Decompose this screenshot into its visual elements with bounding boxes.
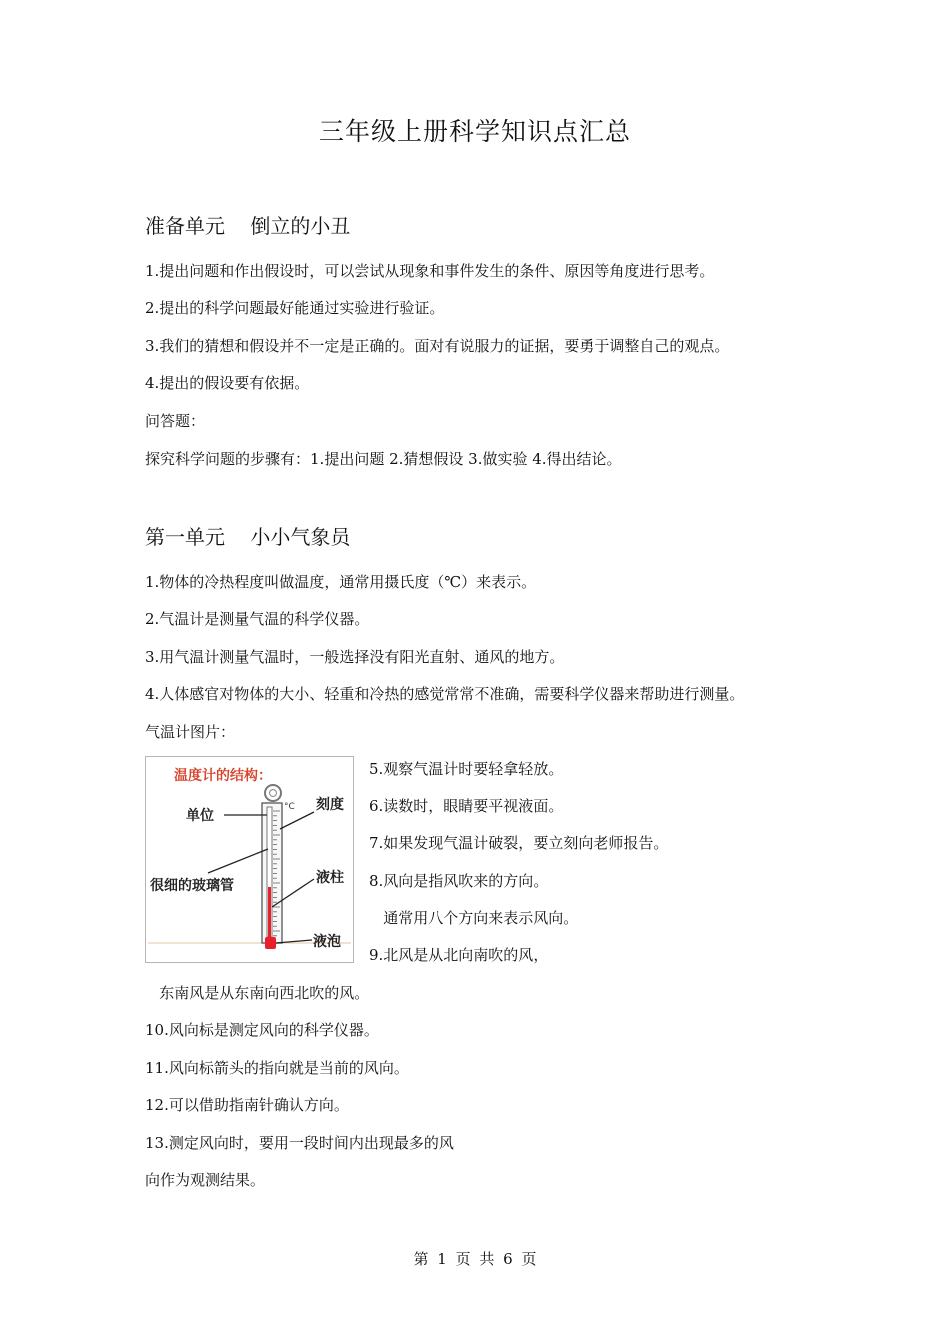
page-title: 三年级上册科学知识点汇总	[318, 117, 631, 146]
label-tube: 很细的玻璃管	[150, 878, 234, 894]
section-heading-unit-one: 第一单元 小小气象员	[145, 525, 351, 549]
list-item: 2.气温计是测量气温的科学仪器。	[145, 610, 370, 628]
figure-caption: 气温计图片：	[145, 723, 236, 741]
label-column: 液柱	[316, 870, 344, 886]
list-item: 向作为观测结果。	[145, 1171, 266, 1189]
list-item: 1.提出问题和作出假设时，可以尝试从现象和事件发生的条件、原因等角度进行思考。	[145, 262, 715, 280]
list-item: 13.测定风向时，要用一段时间内出现最多的风	[145, 1134, 454, 1152]
label-bulb: 液泡	[313, 934, 341, 950]
section-heading-prep-unit: 准备单元 倒立的小丑	[145, 214, 351, 238]
list-item: 1.物体的冷热程度叫做温度，通常用摄氏度（℃）来表示。	[145, 573, 537, 591]
tube-leader-line	[208, 849, 268, 873]
list-item: 3.用气温计测量气温时，一般选择没有阳光直射、通风的地方。	[145, 648, 565, 666]
list-item: 8.风向是指风吹来的方向。	[369, 872, 549, 890]
list-item: 通常用八个方向来表示风向。	[369, 909, 579, 927]
list-item: 东南风是从东南向西北吹的风。	[145, 984, 370, 1002]
page-footer: 第 1 页 共 6 页	[413, 1250, 537, 1268]
hanging-ring	[265, 785, 281, 801]
label-scale: 刻度	[316, 797, 344, 813]
list-item: 9.北风是从北向南吹的风，	[369, 946, 549, 964]
qa-answer: 探究科学问题的步骤有：1.提出问题 2.猜想假设 3.做实验 4.得出结论。	[145, 450, 622, 468]
liquid-bulb	[265, 937, 276, 949]
figure-title: 温度计的结构：	[174, 768, 272, 784]
list-item: 4.提出的假设要有依据。	[145, 374, 310, 392]
unit-symbol: °C	[284, 802, 295, 812]
list-item: 2.提出的科学问题最好能通过实验进行验证。	[145, 299, 445, 317]
list-item: 12.可以借助指南针确认方向。	[145, 1096, 349, 1114]
qa-label: 问答题：	[145, 412, 206, 430]
list-item: 4.人体感官对物体的大小、轻重和冷热的感觉常常不准确，需要科学仪器来帮助进行测量。	[145, 685, 745, 703]
thermometer-figure	[145, 756, 354, 963]
list-item: 3.我们的猜想和假设并不一定是正确的。面对有说服力的证据，要勇于调整自己的观点。	[145, 337, 730, 355]
label-unit: 单位	[186, 808, 214, 824]
list-item: 6.读数时，眼睛要平视液面。	[369, 797, 564, 815]
list-item: 5.观察气温计时要轻拿轻放。	[369, 760, 564, 778]
list-item: 10.风向标是测定风向的科学仪器。	[145, 1021, 379, 1039]
list-item: 7.如果发现气温计破裂，要立刻向老师报告。	[369, 834, 669, 852]
scale-leader-line	[280, 812, 314, 829]
liquid-column	[268, 887, 271, 937]
list-item: 11.风向标箭头的指向就是当前的风向。	[145, 1059, 409, 1077]
